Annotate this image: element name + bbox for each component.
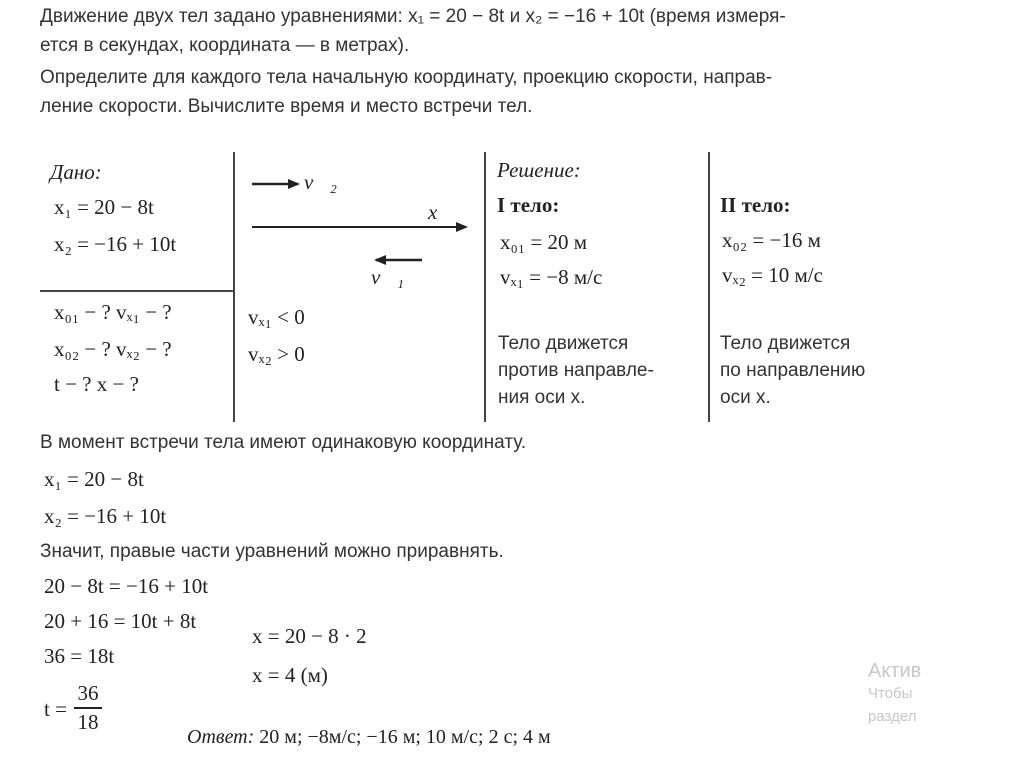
solve-step-2: 20 + 16 = 10t + 8t [44,609,197,633]
body1-velocity: vₓ₁ = −8 м/с [500,265,603,289]
watermark-line-1: Актив [868,660,922,682]
body1-desc-2: против направле- [498,360,654,381]
v2-label: v⃗₂ [304,170,337,194]
x-axis-label: x [428,200,438,224]
body1-desc-3: ния оси x. [498,387,586,408]
velocity-condition-2: vₓ₂ > 0 [248,342,305,366]
find-line-3: t − ? x − ? [54,372,139,396]
given-header: Дано: [50,160,102,184]
problem-line-2: ется в секундах, координата — в метрах). [40,35,410,56]
divider-diagram-solution [484,152,486,422]
position-step-2: x = 4 (м) [252,663,328,687]
fraction-bar [74,707,102,709]
solution-header: Решение: [497,158,581,182]
time-fraction [74,681,102,735]
v1-label: v⃗₁ [371,265,404,289]
problem-line-3: Определите для каждого тела начальную координату, проекцию скорости, направ- [40,67,773,88]
divider-given-find [40,290,234,292]
time-equation-lhs: t = [44,697,67,721]
body1-title: I тело: [497,193,560,217]
watermark-line-3: раздел [868,708,917,725]
problem-line-4: ление скорости. Вычислите время и место встречи тел. [40,96,533,117]
position-step-1: x = 20 − 8 · 2 [252,624,367,648]
body2-desc-2: по направлению [720,360,866,381]
meeting-eq-1: x₁ = 20 − 8t [44,467,144,491]
activation-watermark [868,660,924,725]
given-eq-2: x₂ = −16 + 10t [54,232,177,256]
velocity-condition-1: vₓ₁ < 0 [248,305,305,329]
time-denominator: 18 [77,709,99,734]
divider-solution-bodies [708,152,710,422]
time-numerator: 36 [77,681,99,705]
find-line-1: x₀₁ − ? vₓ₁ − ? [54,300,172,324]
body2-title: II тело: [720,193,791,217]
answer-line [187,726,551,749]
watermark-line-2: Чтобы [868,685,913,702]
body2-desc-1: Тело движется [720,333,851,354]
answer-text: 20 м; −8м/с; −16 м; 10 м/с; 2 с; 4 м [259,726,551,748]
solve-step-1: 20 − 8t = −16 + 10t [44,574,209,598]
find-line-2: x₀₂ − ? vₓ₂ − ? [54,337,172,361]
problem-line-1: Движение двух тел задано уравнениями: x₁ = 20 − 8t и x₂ = −16 + 10t (время измеря- [40,6,786,27]
body2-desc-3: оси x. [720,387,771,408]
meeting-eq-2: x₂ = −16 + 10t [44,504,167,528]
answer-label: Ответ: [187,726,255,748]
vector-diagram [234,150,484,300]
body2-x0: x₀₂ = −16 м [722,228,821,252]
body1-desc-1: Тело движется [498,333,629,354]
body2-velocity: vₓ₂ = 10 м/с [722,263,823,287]
body1-x0: x₀₁ = 20 м [500,230,588,254]
given-eq-1: x₁ = 20 − 8t [54,195,154,219]
solve-step-3: 36 = 18t [44,644,115,668]
meeting-text-2: Значит, правые части уравнений можно приравнять. [40,541,504,562]
meeting-text-1: В момент встречи тела имеют одинаковую координату. [40,432,527,453]
